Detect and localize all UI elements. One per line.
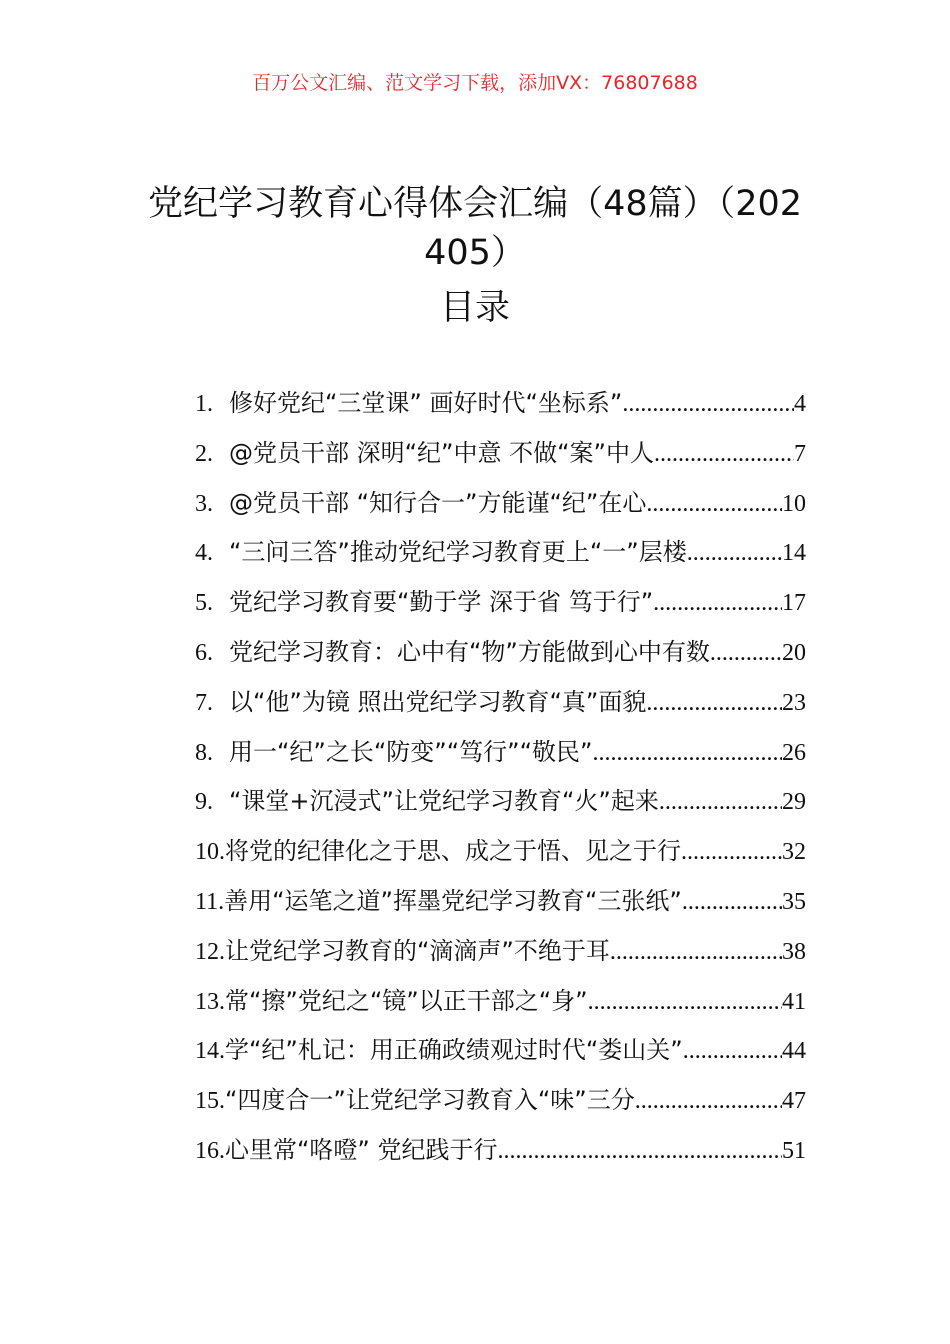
toc-entry[interactable]	[195, 532, 806, 582]
toc-entry-title: 让党纪学习教育的“滴滴声”不绝于耳	[225, 936, 610, 965]
toc-entry-page: 38	[782, 938, 806, 965]
table-of-contents	[195, 383, 806, 1180]
toc-entry-number: 14.	[195, 1038, 225, 1065]
toc-entry-page: 7	[794, 440, 806, 467]
toc-entry-title: @党员干部 深明“纪”中意 不做“案”中人	[229, 438, 654, 467]
toc-entry[interactable]	[195, 881, 806, 931]
toc-entry-number: 10.	[195, 839, 225, 866]
toc-entry-page: 14	[782, 540, 806, 567]
document-title: 党纪学习教育心得体会汇编（48篇）（202405）	[148, 184, 802, 273]
toc-entry-title: “四度合一”让党纪学习教育入“味”三分	[225, 1086, 635, 1115]
dot-leader	[659, 789, 782, 816]
toc-entry-page: 20	[782, 639, 806, 666]
toc-entry[interactable]	[195, 483, 806, 533]
toc-entry-number: 1.	[195, 391, 213, 417]
toc-entry[interactable]	[195, 781, 806, 831]
toc-entry[interactable]	[195, 732, 806, 782]
toc-entry-title: 党纪学习教育要“勤于学 深于省 笃于行”	[229, 588, 654, 617]
toc-entry-title: 学“纪”札记：用正确政绩观过时代“娄山关”	[225, 1036, 683, 1065]
toc-entry-title: 修好党纪“三堂课” 画好时代“坐标系”	[229, 389, 623, 417]
dot-leader	[588, 989, 782, 1016]
toc-entry-number: 12.	[195, 938, 225, 965]
toc-entry-page: 26	[782, 739, 806, 766]
toc-entry-page: 44	[782, 1038, 806, 1065]
toc-entry-title: 将党的纪律化之于思、成之于悟、见之于行	[225, 837, 681, 866]
toc-entry-page: 17	[782, 590, 806, 617]
toc-entry[interactable]	[195, 1030, 806, 1080]
dot-leader	[687, 540, 782, 567]
toc-entry[interactable]	[195, 632, 806, 682]
toc-entry[interactable]	[195, 1130, 806, 1180]
toc-entry-number: 16.	[195, 1137, 225, 1164]
toc-entry-title: 用一“纪”之长“防变”“笃行”“敬民”	[229, 737, 593, 766]
toc-entry-number: 13.	[195, 988, 225, 1015]
toc-entry[interactable]	[195, 383, 806, 433]
toc-entry-page: 35	[782, 888, 806, 915]
dot-leader	[622, 391, 794, 418]
toc-entry-number: 9.	[195, 789, 213, 816]
toc-entry-number: 6.	[195, 639, 213, 666]
toc-entry-title: 以“他”为镜 照出党纪学习教育“真”面貌	[229, 687, 647, 716]
dot-leader	[646, 690, 782, 717]
dot-leader	[682, 889, 782, 916]
dot-leader	[498, 1138, 783, 1165]
dot-leader	[681, 839, 782, 866]
dot-leader	[710, 640, 782, 667]
dot-leader	[653, 590, 782, 617]
toc-entry[interactable]	[195, 582, 806, 632]
toc-entry-number: 3.	[195, 490, 213, 517]
dot-leader	[646, 491, 782, 518]
toc-entry[interactable]	[195, 433, 806, 483]
toc-entry[interactable]	[195, 981, 806, 1031]
toc-entry-title: 心里常“咯噔” 党纪践于行	[225, 1135, 498, 1164]
dot-leader	[610, 939, 782, 966]
toc-entry-title: 党纪学习教育：心中有“物”方能做到心中有数	[229, 637, 710, 666]
toc-entry-title: “课堂+沉浸式”让党纪学习教育“火”起来	[229, 787, 659, 816]
toc-entry-page: 4	[794, 391, 806, 417]
toc-heading: 目录	[439, 288, 510, 328]
toc-entry-title: @党员干部 “知行合一”方能谨“纪”在心	[229, 488, 647, 517]
toc-entry-page: 41	[782, 988, 806, 1015]
toc-entry[interactable]	[195, 831, 806, 881]
toc-entry[interactable]	[195, 682, 806, 732]
dot-leader	[592, 740, 782, 767]
dot-leader	[635, 1088, 782, 1115]
toc-entry-number: 7.	[195, 689, 213, 716]
toc-entry-page: 23	[782, 689, 806, 716]
toc-entry-page: 47	[782, 1088, 806, 1115]
toc-entry-title: 常“擦”党纪之“镜”以正干部之“身”	[225, 986, 588, 1015]
toc-entry-page: 51	[782, 1137, 806, 1164]
toc-entry-page: 32	[782, 839, 806, 866]
toc-entry-number: 8.	[195, 739, 213, 766]
toc-entry-title: 善用“运笔之道”挥墨党纪学习教育“三张纸”	[224, 886, 682, 915]
toc-entry[interactable]	[195, 1080, 806, 1130]
toc-entry-number: 2.	[195, 440, 213, 467]
toc-entry-number: 5.	[195, 590, 213, 617]
toc-entry-number: 4.	[195, 540, 213, 567]
toc-entry-page: 10	[782, 490, 806, 517]
toc-entry[interactable]	[195, 931, 806, 981]
dot-leader	[683, 1038, 782, 1065]
toc-entry-number: 15.	[195, 1088, 225, 1115]
watermark-banner: 百万公文汇编、范文学习下载，添加VX：76807688	[252, 72, 698, 94]
toc-entry-number: 11.	[195, 888, 225, 915]
dot-leader	[654, 441, 794, 468]
toc-entry-page: 29	[782, 789, 806, 816]
toc-entry-title: “三问三答”推动党纪学习教育更上“一”层楼	[229, 538, 687, 567]
